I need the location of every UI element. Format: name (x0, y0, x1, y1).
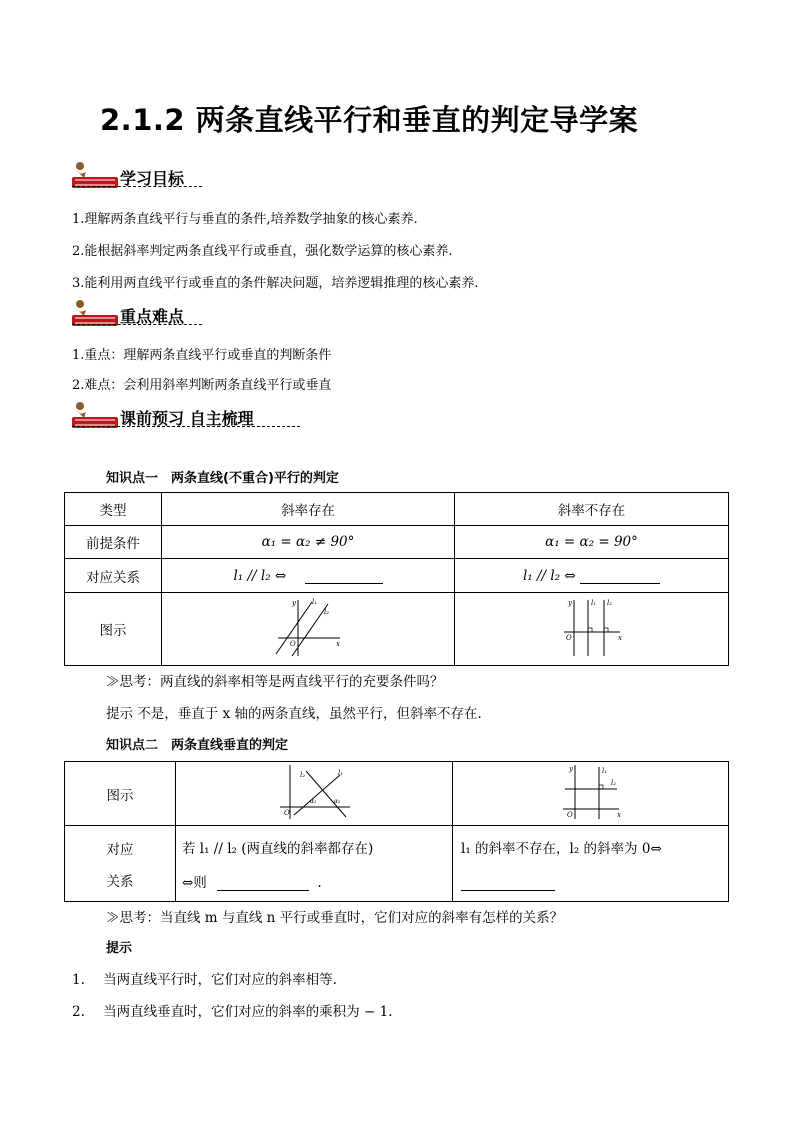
answer-blank[interactable] (580, 583, 660, 584)
relation-exists-line2-wrap (182, 871, 452, 891)
goal-item: 1.理解两条直线平行与垂直的条件,培养数学抽象的核心素养. (72, 212, 418, 227)
perpendicular-lines-axis-figure (559, 763, 623, 821)
label-premise: 前提条件 (65, 526, 162, 559)
angle-a2-label: α₂ (334, 797, 341, 805)
line-l1-label: l₁ (312, 598, 318, 606)
kp1-think: ≫思考：两直线的斜率相等是两直线平行的充要条件吗？ (106, 674, 444, 690)
relation-not-exists-text: l₁ // l₂ ⇔ (522, 567, 576, 584)
origin-label: O (566, 810, 573, 819)
axis-y-label: y (567, 599, 572, 607)
relation-exists (162, 559, 455, 593)
label-relation-line2: 关系 (106, 873, 134, 890)
parallel-lines-slope-figure (270, 596, 346, 658)
section-underline (72, 426, 300, 427)
line-l2-label: l₂ (324, 608, 330, 616)
answer-blank[interactable] (217, 890, 309, 891)
kp2-title: 知识点二 两条直线垂直的判定 (106, 738, 289, 753)
relation-not-exists (455, 559, 729, 593)
answer-blank[interactable] (461, 890, 555, 891)
page-title: 2.1.2 两条直线平行和垂直的判定导学案 (100, 103, 639, 137)
section-title: 学习目标 (120, 169, 185, 188)
relation-exists-text: l₁ // l₂ ⇔ (233, 567, 287, 584)
goal-item: 3.能利用两直线平行或垂直的条件解决问题，培养逻辑推理的核心素养. (72, 276, 479, 291)
key-item: 2.难点：会利用斜率判断两条直线平行或垂直 (72, 378, 332, 393)
line-l1-label: l₁ (590, 599, 596, 607)
origin-label: O (284, 808, 290, 817)
figure-exists-cell (162, 593, 455, 666)
label-relation: 对应关系 (65, 559, 162, 593)
line-l2-label: l₂ (300, 770, 306, 779)
label-figure: 图示 (65, 593, 162, 666)
label-figure: 图示 (65, 762, 176, 826)
premise-not-exists: α₁ = α₂ = 90° (455, 526, 729, 559)
angle-a1-label: α₁ (310, 797, 317, 805)
line-l1-label: l₁ (338, 768, 344, 777)
parallel-lines-vertical-figure (560, 596, 624, 658)
relation-not-exists-text: l₁ 的斜率不存在，l₂ 的斜率为 0⇔ (461, 840, 662, 857)
hint-item-text: 当两直线垂直时，它们对应的斜率的乘积为 − 1. (103, 1004, 393, 1020)
figure-exists-cell (176, 762, 453, 826)
goal-item: 2.能根据斜率判定两条直线平行或垂直，强化数学运算的核心素养. (72, 244, 453, 259)
section-underline (72, 186, 202, 187)
axis-y-label: y (568, 764, 573, 773)
figure-not-exists-cell (453, 762, 729, 826)
line-l2-label: l₂ (606, 599, 612, 607)
relation-exists-end: . (317, 874, 322, 891)
hint-item-number: 2. (72, 1004, 85, 1020)
line-l2-label: l₂ (610, 778, 616, 787)
section-title: 课前预习 自主梳理 (120, 409, 254, 428)
label-relation-line1: 对应 (106, 841, 134, 858)
kp2-table (64, 761, 729, 902)
section-underline (72, 324, 202, 325)
header-slope-not-exists: 斜率不存在 (455, 493, 729, 526)
figure-not-exists-cell (455, 593, 729, 666)
hint-item-text: 当两直线平行时，它们对应的斜率相等. (103, 972, 337, 988)
relation-exists-line1: 若 l₁ // l₂ (两直线的斜率都存在) (182, 840, 374, 857)
axis-x-label: x (336, 640, 340, 648)
premise-exists: α₁ = α₂ ≠ 90° (162, 526, 455, 559)
section-title: 重点难点 (120, 307, 185, 326)
origin-label: O (290, 640, 296, 648)
label-relation (65, 826, 176, 902)
header-slope-exists: 斜率存在 (162, 493, 455, 526)
kp1-table (64, 492, 729, 666)
hint-item (72, 1000, 392, 1020)
kp1-title: 知识点一 两条直线(不重合)平行的判定 (106, 471, 339, 486)
kp1-hint: 提示 不是，垂直于 x 轴的两条直线，虽然平行，但斜率不存在. (106, 706, 482, 722)
relation-exists (176, 826, 453, 902)
header-type: 类型 (65, 493, 162, 526)
line-l1-label: l₁ (601, 766, 607, 775)
hint-item-number: 1. (72, 972, 85, 988)
axis-x-label: x (617, 634, 622, 642)
relation-exists-line2: ⇔则 (182, 874, 207, 891)
perpendicular-lines-slope-figure (276, 763, 352, 821)
axis-y-label: y (292, 599, 296, 607)
origin-label: O (565, 634, 572, 642)
answer-blank[interactable] (305, 583, 383, 584)
relation-not-exists (453, 826, 729, 902)
key-item: 1.重点：理解两条直线平行或垂直的判断条件 (72, 348, 332, 363)
kp2-hint-title: 提示 (106, 941, 133, 956)
hint-item (72, 968, 337, 988)
relation-not-exists-blank-wrap (461, 875, 728, 891)
axis-x-label: x (616, 810, 621, 819)
kp2-think: ≫思考：当直线 m 与直线 n 平行或垂直时，它们对应的斜率有怎样的关系？ (106, 910, 564, 926)
